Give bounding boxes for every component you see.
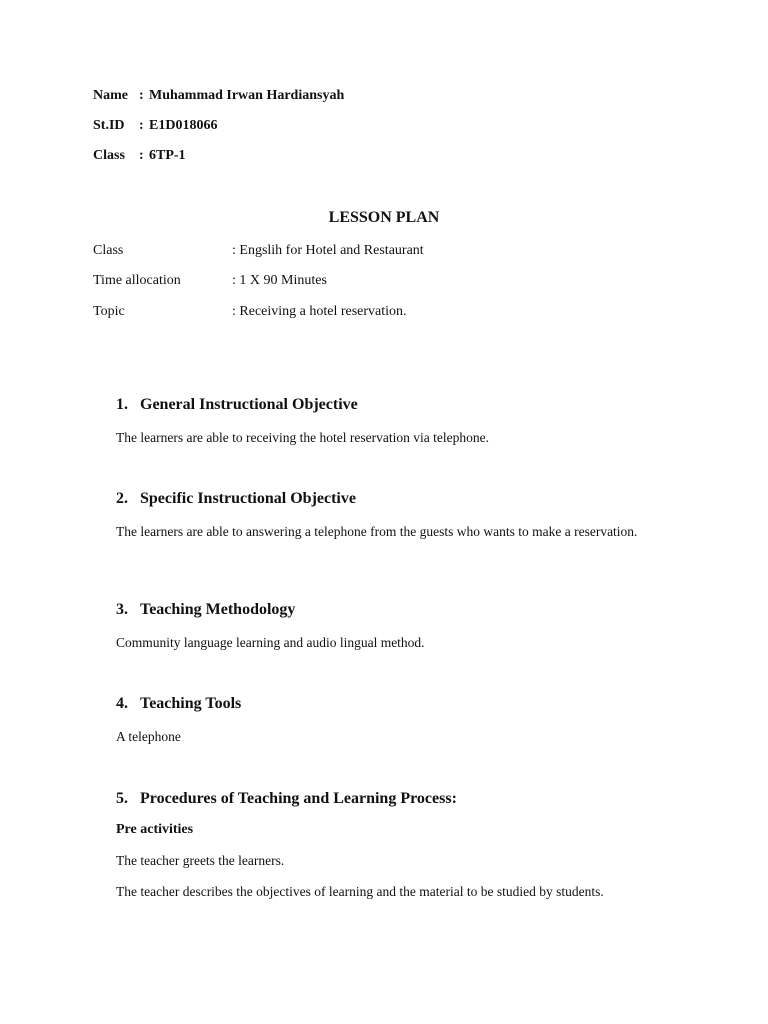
section-body-4: A telephone [116, 729, 181, 744]
section-number: 1. [116, 396, 128, 413]
meta-row-class [93, 243, 424, 259]
section-number: 2. [116, 490, 128, 507]
section-heading-4 [116, 695, 241, 713]
section-title: Specific Instructional Objective [140, 490, 356, 507]
meta-label: Topic [93, 304, 125, 319]
class-value: 6TP-1 [149, 148, 186, 163]
section-body-2: The learners are able to answering a telephone from the guests who wants to make a reservation. [116, 524, 638, 539]
procedure-paragraph: The teacher greets the learners. [116, 853, 285, 868]
stid-colon: : [139, 118, 144, 133]
section-heading-5 [116, 790, 457, 808]
section-title: Teaching Tools [140, 695, 242, 712]
section-heading-2 [116, 490, 356, 508]
meta-label: Class [93, 243, 124, 258]
section-number: 4. [116, 695, 128, 712]
page-title: LESSON PLAN [328, 209, 440, 226]
name-value: Muhammad Irwan Hardiansyah [149, 88, 345, 103]
section-body-1: The learners are able to receiving the hotel reservation via telephone. [116, 430, 489, 445]
section-heading-1 [116, 396, 358, 414]
procedure-paragraph: The teacher describes the objectives of learning and the material to be studied by students. [116, 884, 604, 899]
meta-row-topic [93, 304, 407, 320]
stid-row [93, 118, 217, 134]
stid-label: St.ID [93, 118, 125, 133]
class-colon: : [139, 148, 144, 163]
name-colon: : [139, 88, 144, 103]
section-body-3: Community language learning and audio lingual method. [116, 635, 425, 650]
stid-value: E1D018066 [149, 118, 218, 133]
meta-row-time [93, 273, 327, 289]
section-title: General Instructional Objective [140, 396, 358, 413]
meta-value: : 1 X 90 Minutes [232, 273, 327, 288]
subheading-pre-activities: Pre activities [116, 822, 194, 837]
name-label: Name [93, 88, 128, 103]
section-title: Teaching Methodology [140, 601, 296, 618]
section-number: 5. [116, 790, 128, 807]
class-label: Class [93, 148, 125, 163]
name-row [93, 88, 344, 104]
section-number: 3. [116, 601, 128, 618]
meta-label: Time allocation [93, 273, 181, 288]
meta-value: : Receiving a hotel reservation. [232, 304, 407, 319]
class-row [93, 148, 186, 164]
section-heading-3 [116, 601, 295, 619]
section-title: Procedures of Teaching and Learning Process: [140, 790, 457, 807]
meta-value: : Engslih for Hotel and Restaurant [232, 243, 424, 258]
